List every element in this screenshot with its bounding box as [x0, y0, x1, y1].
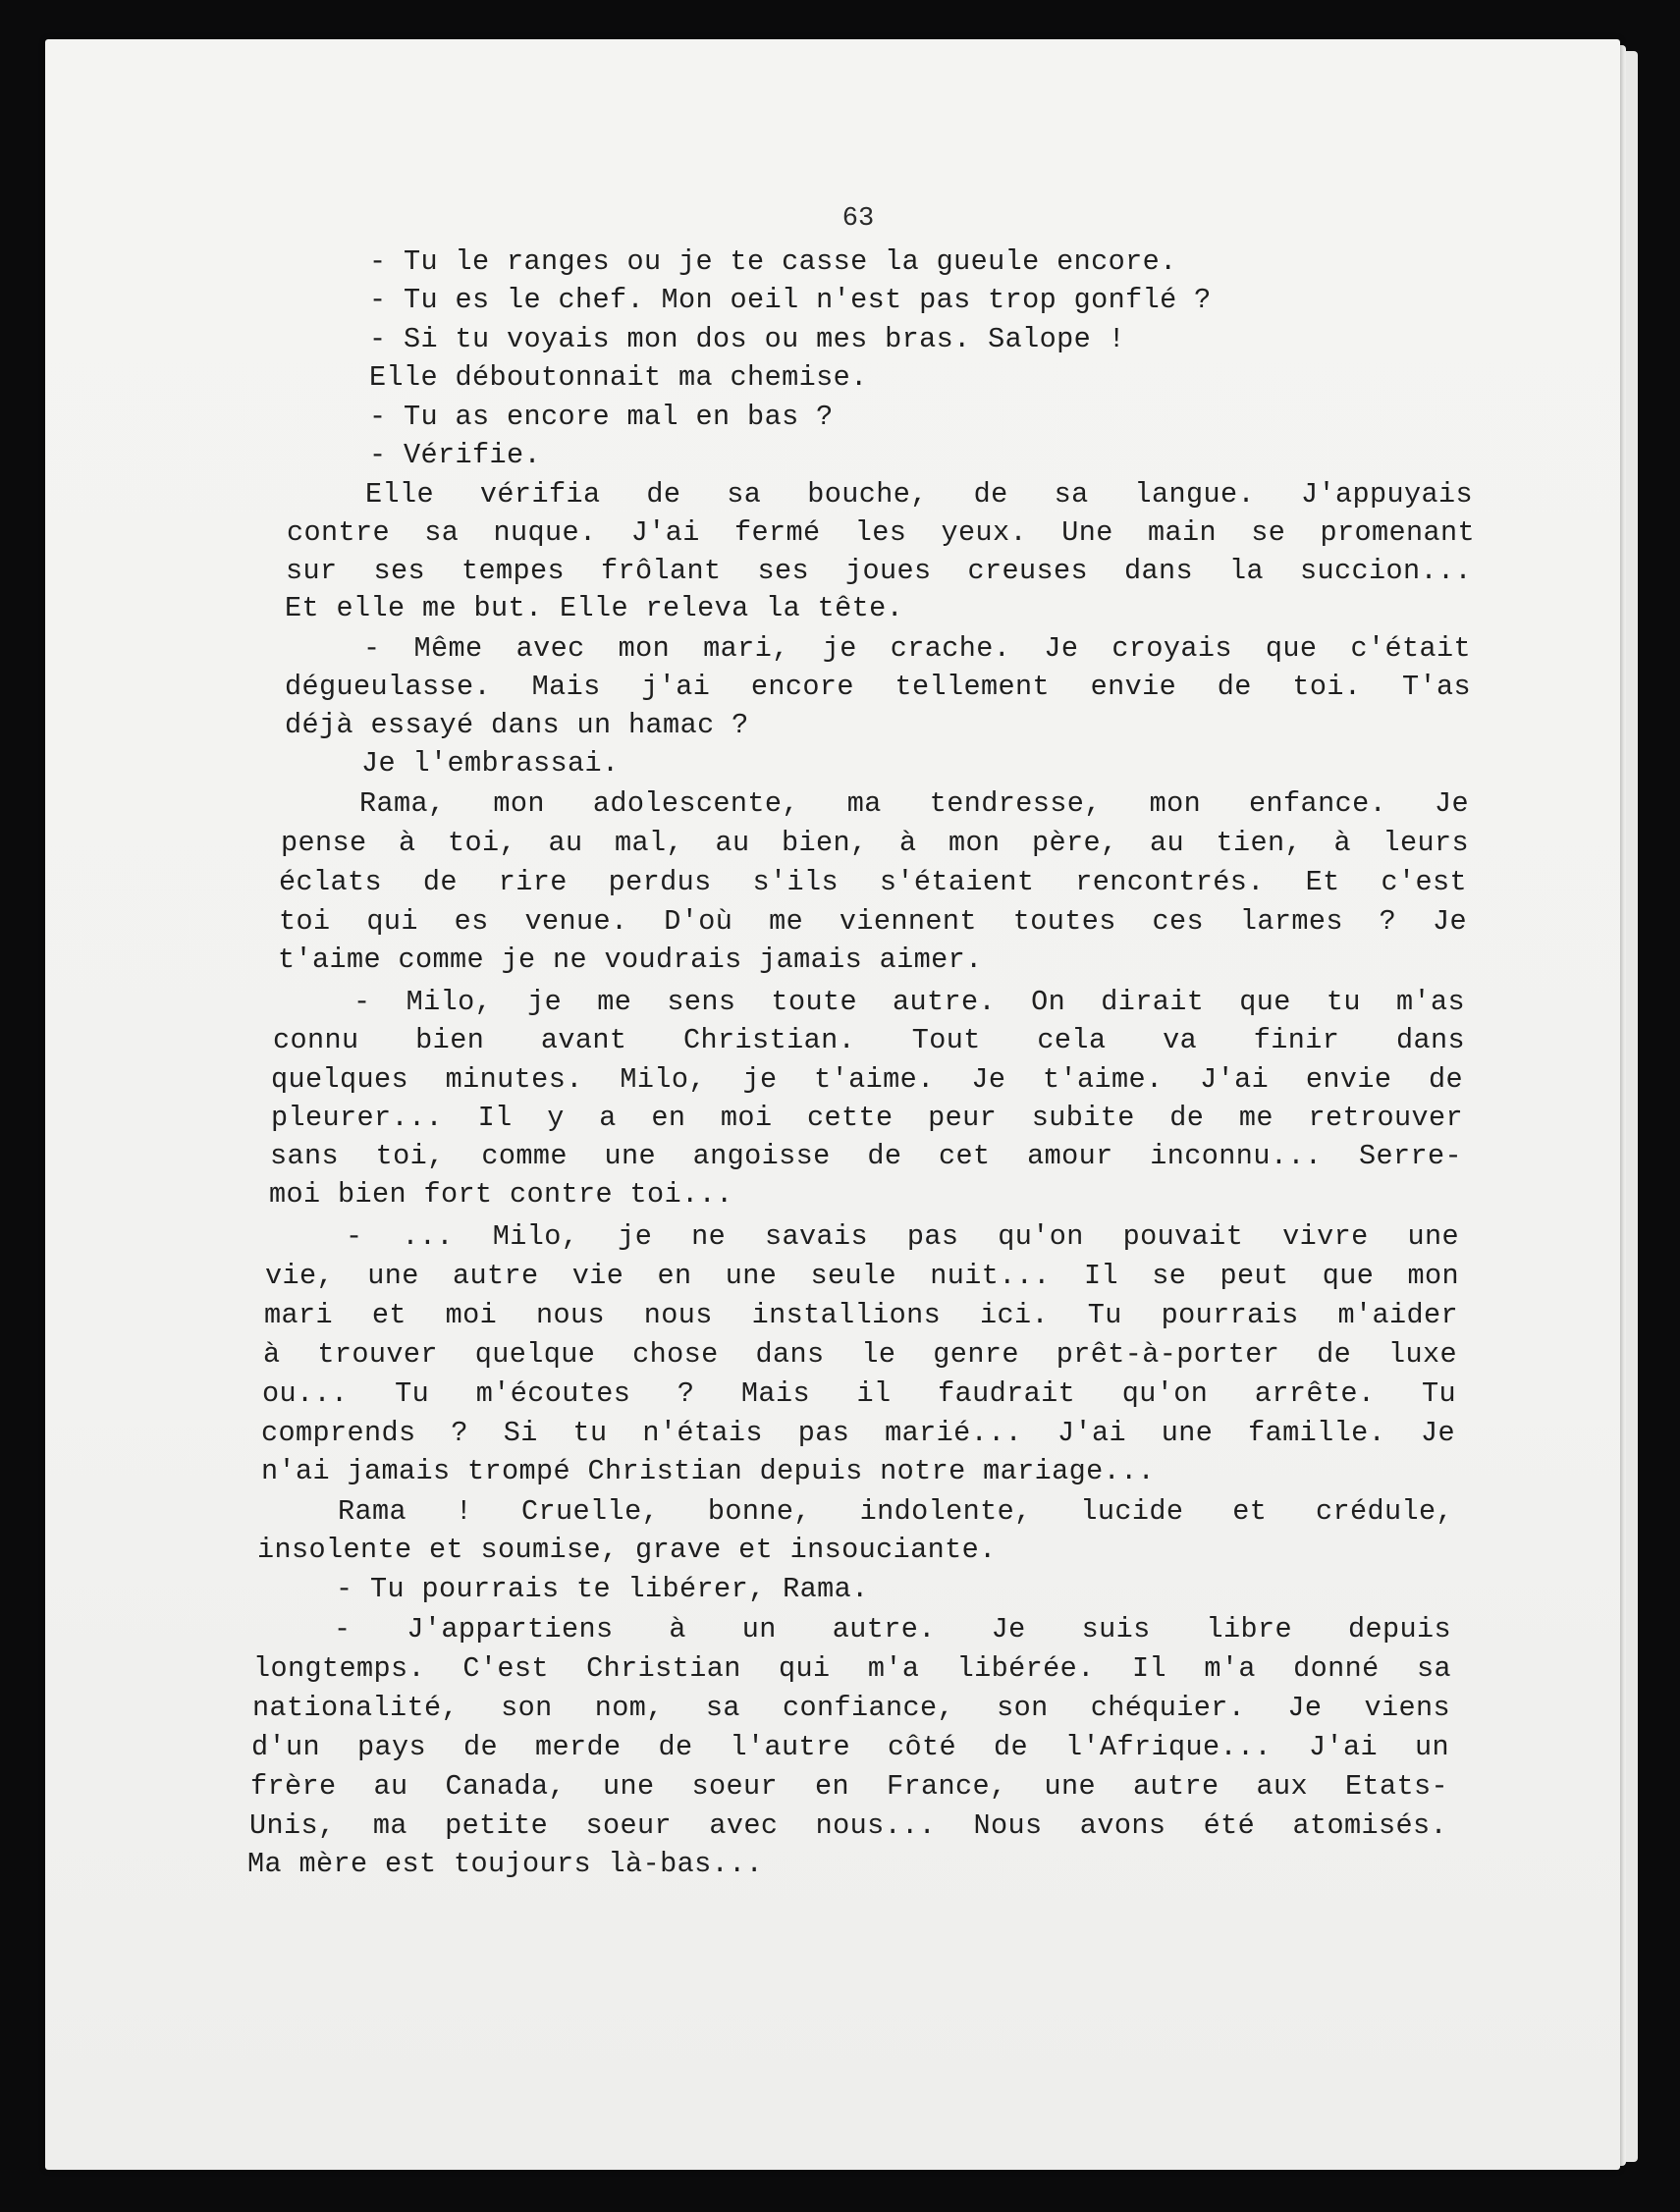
text-line: - Tu es le chef. Mon oeil n'est pas trop gonflé ? — [369, 284, 1212, 316]
text-line: - Si tu voyais mon dos ou mes bras. Salope ! — [369, 323, 1126, 355]
text-line: - Milo, je me sens toute autre. On dirait que tu m'as — [353, 986, 1465, 1018]
text-line: sans toi, comme une angoisse de cet amour inconnu... Serre- — [270, 1140, 1462, 1172]
text-line: quelques minutes. Milo, je t'aime. Je t'aime. J'ai envie de — [271, 1063, 1463, 1096]
text-line: connu bien avant Christian. Tout cela va finir dans — [273, 1024, 1465, 1056]
typed-page — [45, 39, 1620, 2170]
text-line: éclats de rire perdus s'ils s'étaient rencontrés. Et c'est — [279, 866, 1467, 898]
text-line: frère au Canada, une soeur en France, une autre aux Etats- — [250, 1770, 1448, 1803]
page-number: 63 — [841, 204, 875, 234]
text-line: dégueulasse. Mais j'ai encore tellement envie de toi. T'as — [285, 671, 1471, 703]
text-line: Unis, ma petite soeur avec nous... Nous avons été atomisés. — [249, 1809, 1447, 1842]
text-line: toi qui es venue. D'où me viennent toutes ces larmes ? Je — [279, 905, 1467, 938]
text-line: - Tu le ranges ou je te casse la gueule encore. — [369, 245, 1177, 278]
text-line: nationalité, son nom, sa confiance, son chéquier. Je viens — [252, 1692, 1450, 1724]
text-line: ou... Tu m'écoutes ? Mais il faudrait qu'on arrête. Tu — [262, 1377, 1456, 1410]
text-line: - Tu pourrais te libérer, Rama. — [336, 1573, 869, 1605]
text-line: déjà essayé dans un hamac ? — [285, 709, 749, 741]
text-line: sur ses tempes frôlant ses joues creuses dans la succion... — [286, 555, 1472, 587]
text-line: - Tu as encore mal en bas ? — [369, 401, 834, 433]
text-line: Je l'embrassai. — [361, 747, 620, 780]
text-line: - Même avec mon mari, je crache. Je croyais que c'était — [363, 632, 1471, 665]
text-line: Ma mère est toujours là-bas... — [247, 1848, 764, 1880]
text-line: comprends ? Si tu n'étais pas marié... J'ai une famille. Je — [261, 1417, 1455, 1449]
text-line: d'un pays de merde de l'autre côté de l'Afrique... J'ai un — [251, 1731, 1449, 1763]
text-line: - J'appartiens à un autre. Je suis libre depuis — [334, 1613, 1451, 1646]
text-line: - Vérifie. — [369, 439, 542, 471]
text-line: moi bien fort contre toi... — [269, 1178, 733, 1211]
text-line: Et elle me but. Elle releva la tête. — [285, 592, 904, 624]
text-line: insolente et soumise, grave et insouciante. — [257, 1534, 997, 1566]
text-line: contre sa nuque. J'ai fermé les yeux. Une main se promenant — [287, 516, 1475, 549]
text-line: n'ai jamais trompé Christian depuis notre mariage... — [261, 1455, 1156, 1487]
text-line: pense à toi, au mal, au bien, à mon père, au tien, à leurs — [281, 827, 1469, 859]
text-line: Rama, mon adolescente, ma tendresse, mon enfance. Je — [359, 787, 1469, 820]
text-line: Elle déboutonnait ma chemise. — [369, 361, 868, 394]
text-line: mari et moi nous nous installions ici. Tu pourrais m'aider — [264, 1299, 1458, 1331]
text-line: Elle vérifia de sa bouche, de sa langue. J'appuyais — [365, 478, 1473, 511]
text-line: t'aime comme je ne voudrais jamais aimer. — [278, 944, 983, 976]
text-line: pleurer... Il y a en moi cette peur subite de me retrouver — [271, 1102, 1463, 1134]
text-line: - ... Milo, je ne savais pas qu'on pouvait vivre une — [346, 1220, 1459, 1253]
text-line: vie, une autre vie en une seule nuit... Il se peut que mon — [265, 1260, 1459, 1292]
text-line: Rama ! Cruelle, bonne, indolente, lucide et crédule, — [338, 1495, 1453, 1528]
text-line: longtemps. C'est Christian qui m'a libérée. Il m'a donné sa — [253, 1652, 1451, 1685]
body-text — [45, 39, 1620, 2170]
text-line: à trouver quelque chose dans le genre prêt-à-porter de luxe — [263, 1338, 1457, 1371]
